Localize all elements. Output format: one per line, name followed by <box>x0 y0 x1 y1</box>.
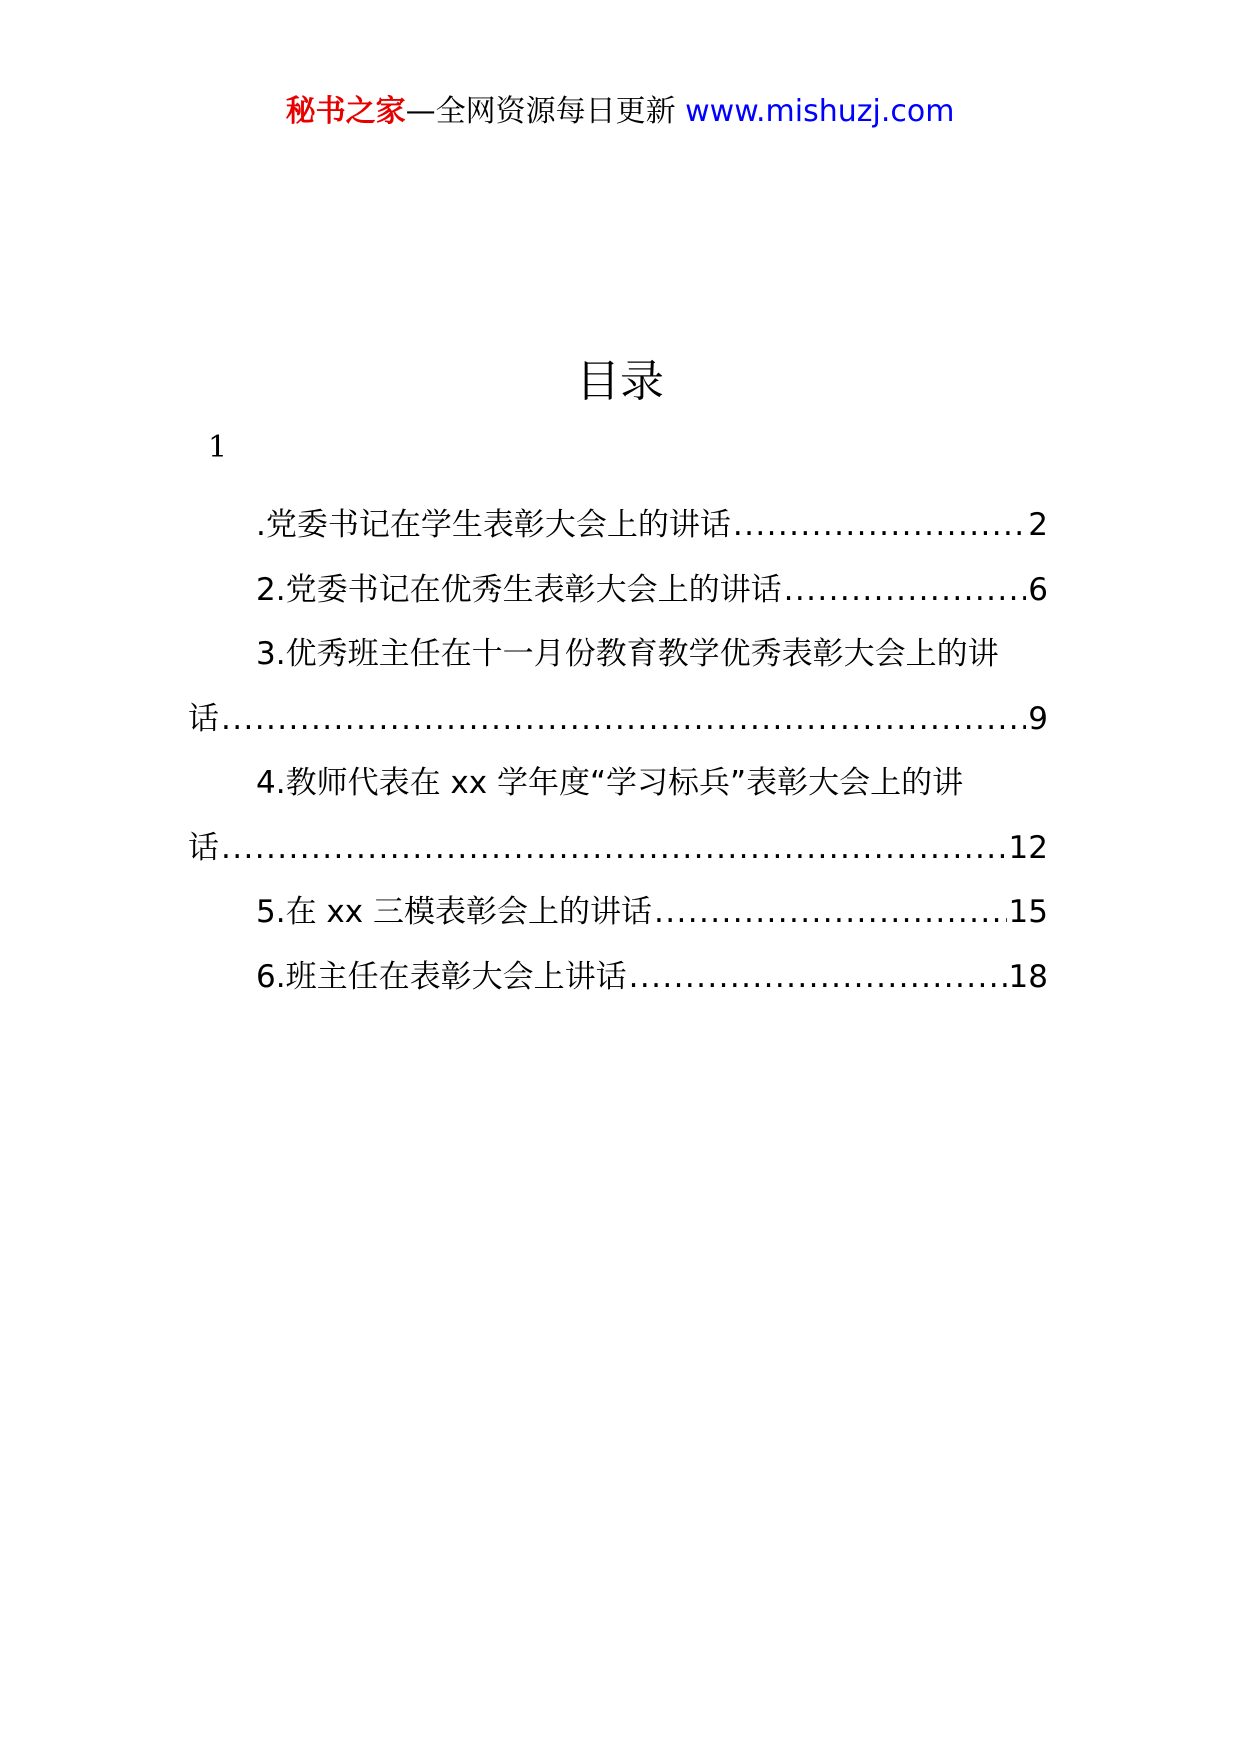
toc-entry-1[interactable] <box>188 493 1048 558</box>
toc-page-number: 12 <box>1008 829 1048 866</box>
dot-leader <box>221 816 1007 881</box>
toc-page-number: 9 <box>1028 700 1048 737</box>
dot-leader <box>629 945 1007 1010</box>
toc-entry-title-line2: 话 <box>188 829 219 866</box>
toc-entry-4[interactable] <box>188 751 1048 880</box>
toc-entry-6[interactable] <box>188 945 1048 1010</box>
dot-leader <box>654 880 1007 945</box>
toc-entry-title: 2.党委书记在优秀生表彰大会上的讲话 <box>256 571 782 608</box>
toc-entry-title-line2: 话 <box>188 700 219 737</box>
toc-entry-3[interactable] <box>188 622 1048 751</box>
section-number: 1 <box>208 430 228 465</box>
header-tagline: —全网资源每日更新 <box>405 94 676 129</box>
page-title: 目录 <box>576 356 664 407</box>
toc-entry-title: .党委书记在学生表彰大会上的讲话 <box>256 507 731 543</box>
toc-page-number: 6 <box>1028 571 1048 608</box>
table-of-contents <box>188 493 1048 1009</box>
brand-name: 秘书之家 <box>285 94 406 129</box>
toc-page-number: 2 <box>1028 507 1048 543</box>
site-header <box>0 92 1240 132</box>
toc-entry-title: 6.班主任在表彰大会上讲话 <box>256 958 627 995</box>
toc-page-number: 15 <box>1008 894 1048 930</box>
site-url-link[interactable]: www.mishuzj.com <box>685 94 955 129</box>
toc-entry-5[interactable] <box>188 880 1048 945</box>
dot-leader <box>784 558 1027 623</box>
toc-entry-title-line1: 4.教师代表在 xx 学年度“学习标兵”表彰大会上的讲 <box>256 765 964 801</box>
toc-page-number: 18 <box>1008 958 1048 995</box>
toc-entry-title: 5.在 xx 三模表彰会上的讲话 <box>256 894 652 930</box>
toc-entry-2[interactable] <box>188 558 1048 623</box>
toc-entry-title-line1: 3.优秀班主任在十一月份教育教学优秀表彰大会上的讲 <box>256 636 999 672</box>
dot-leader <box>733 493 1026 558</box>
dot-leader <box>221 687 1026 752</box>
